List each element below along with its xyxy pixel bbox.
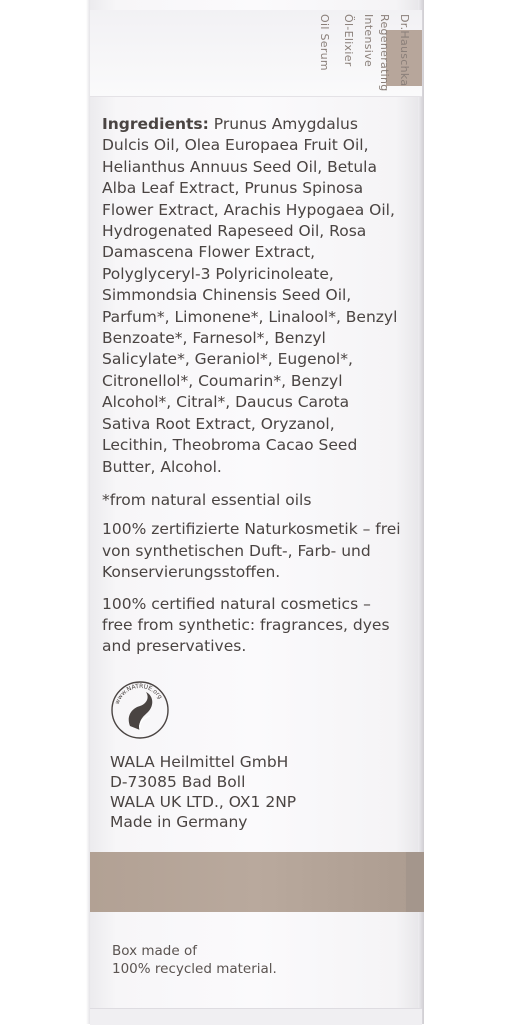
- color-band-shadow: [406, 852, 424, 912]
- side-label-line2: Intensive: [362, 14, 375, 68]
- color-band: [90, 852, 422, 912]
- address-block: [110, 752, 296, 832]
- ingredients-panel: [102, 114, 402, 658]
- side-label-line3: Öl-Elixier: [342, 14, 355, 67]
- box-bottom-fold: [90, 1008, 422, 1025]
- address-uk: WALA UK LTD., OX1 2NP: [110, 793, 297, 811]
- ingredients-label: Ingredients:: [102, 115, 209, 133]
- address-origin: Made in Germany: [110, 813, 248, 831]
- footnote: *from natural essential oils: [102, 490, 312, 509]
- recycled-note: [112, 943, 277, 978]
- side-label-line1: Regenerating: [378, 14, 391, 92]
- recycled-line2: 100% recycled material.: [112, 960, 277, 977]
- english-claim: 100% certified natural cosmetics – free from synthetic: fragrances, dyes and preservatives.: [102, 594, 390, 656]
- side-label-brand: Dr.Hauschka: [398, 14, 411, 87]
- natrue-logo-icon: [110, 680, 170, 740]
- german-claim: 100% zertifizierte Naturkosmetik – frei von synthetischen Duft-, Farb- und Konservierungsstoffen.: [102, 520, 401, 582]
- recycled-line1: Box made of: [112, 943, 197, 959]
- ingredients-list: [102, 114, 402, 478]
- side-label-line4: Oil Serum: [318, 14, 331, 71]
- address-postal: D-73085 Bad Boll: [110, 773, 246, 791]
- ingredients-text: Prunus Amygdalus Dulcis Oil, Olea Europaea Fruit Oil, Helianthus Annuus Seed Oil, Betula Alba Leaf Extract, Prunus Spinosa Flower Extract, Arachis Hypogaea Oil, Hydrogenated Rapeseed Oil, Rosa Damascena Flower Extract, Polyglyceryl-3 Polyricinoleate, Simmondsia Chinensis Seed Oil, Parfum*, Limonene*, Linalool*, Benzyl Benzoate*, Farnesol*, Benzyl Salicylate*, Geraniol*, Eugenol*, Citronellol*, Coumarin*, Benzyl Alcohol*, Citral*, Daucus Carota Sativa Root Extract, Oryzanol, Lecithin, Theobroma Cacao Seed Butter, Alcohol.: [102, 115, 398, 476]
- address-company: WALA Heilmittel GmbH: [110, 753, 289, 771]
- svg-text:www.NATRUE.org: www.NATRUE.org: [113, 682, 164, 706]
